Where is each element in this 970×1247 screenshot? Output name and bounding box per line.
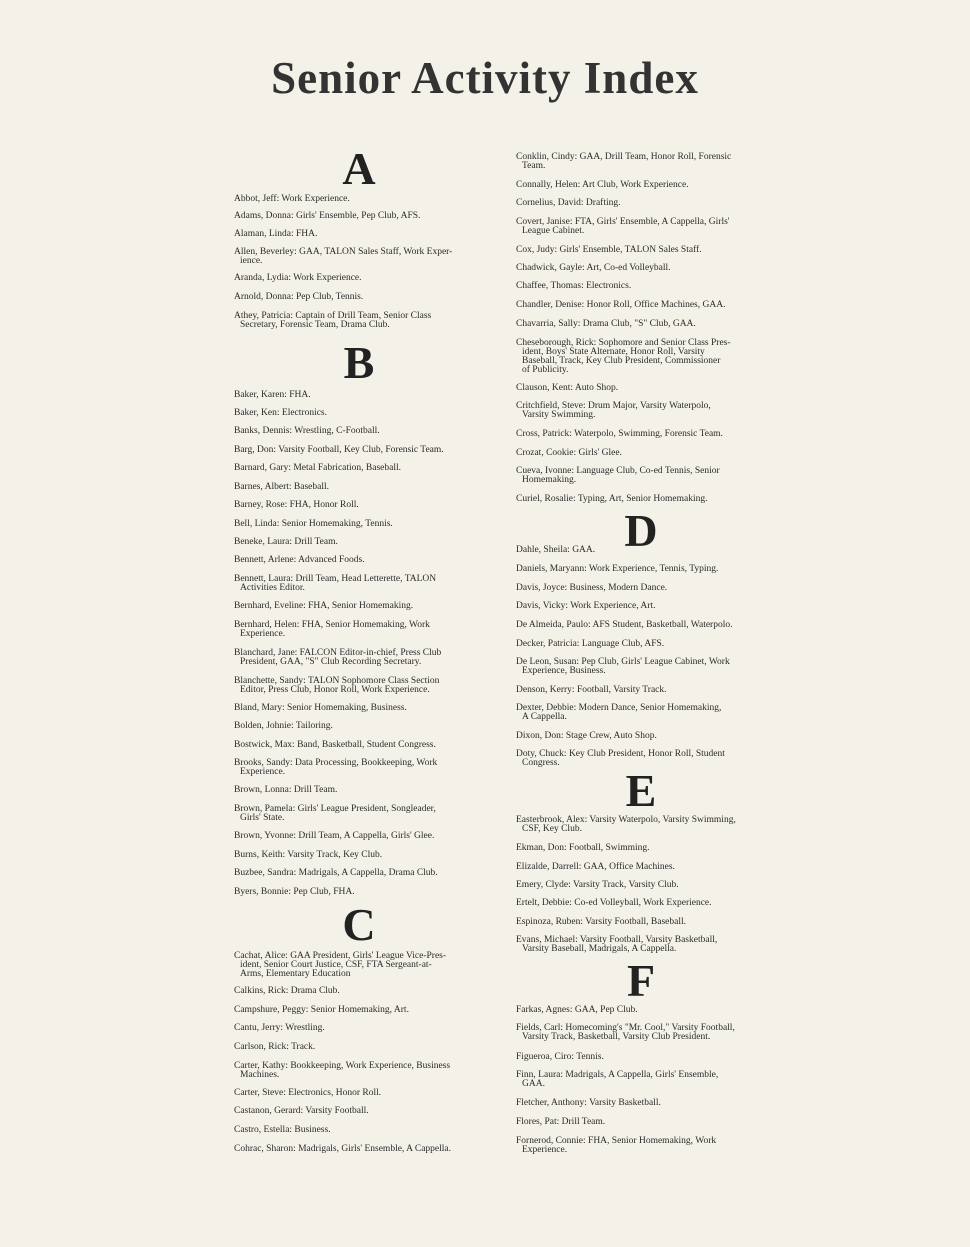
- entry-line: Barnes, Albert: Baseball.: [234, 482, 329, 492]
- index-entry: [516, 732, 766, 741]
- entry-line: Bolden, Johnie: Tailoring.: [234, 721, 333, 731]
- index-entry: [234, 483, 484, 492]
- index-entry: [516, 844, 766, 853]
- section-letter-c: C: [342, 899, 376, 950]
- entry-line: Chaffee, Thomas: Electronics.: [516, 281, 632, 291]
- index-entry: [234, 786, 484, 795]
- index-entry: [516, 686, 766, 695]
- index-entry: [234, 274, 484, 283]
- entry-line: Bennett, Laura: Drill Team, Head Letterette, TALON: [234, 574, 437, 584]
- index-entry: [234, 464, 484, 473]
- index-entry: [516, 1099, 766, 1108]
- entry-line: Barnard, Gary: Metal Fabrication, Baseball.: [234, 463, 401, 473]
- entry-line: Elizalde, Darrell: GAA, Office Machines.: [516, 862, 675, 872]
- entry-line: Decker, Patricia: Language Club, AFS.: [516, 639, 665, 649]
- index-entry: [234, 575, 484, 593]
- index-entry: [234, 293, 484, 302]
- entry-line: Bell, Linda: Senior Homemaking, Tennis.: [234, 519, 393, 529]
- entry-continuation: Arms, Elementary Education: [240, 969, 351, 979]
- entry-line: Critchfield, Steve: Drum Major, Varsity Waterpolo,: [516, 401, 711, 411]
- index-entry: [516, 584, 766, 593]
- index-entry: [234, 677, 484, 695]
- index-entry: [234, 1107, 484, 1116]
- entry-line: Byers, Bonnie: Pep Club, FHA.: [234, 887, 355, 897]
- index-entry: [234, 722, 484, 731]
- entry-line: Abbot, Jeff: Work Experience.: [234, 194, 350, 204]
- entry-line: Cross, Patrick: Waterpolo, Swimming, Forensic Team.: [516, 429, 723, 439]
- entry-line: Calkins, Rick: Drama Club.: [234, 986, 340, 996]
- entry-line: Conklin, Cindy: GAA, Drill Team, Honor Roll, Forensic: [516, 152, 732, 162]
- entry-line: Fields, Carl: Homecoming's "Mr. Cool," Varsity Football,: [516, 1023, 735, 1033]
- entry-continuation: GAA.: [522, 1079, 545, 1089]
- index-entry: [234, 602, 484, 611]
- index-entry: [234, 1126, 484, 1135]
- index-entry: [234, 987, 484, 996]
- index-entry: [516, 704, 766, 722]
- entry-line: Carter, Kathy: Bookkeeping, Work Experience, Business: [234, 1061, 451, 1071]
- index-entry: [234, 649, 484, 667]
- index-entry: [516, 918, 766, 927]
- entry-line: Burns, Keith: Varsity Track, Key Club.: [234, 850, 383, 860]
- entry-line: Chadwick, Gayle: Art, Co-ed Volleyball.: [516, 263, 671, 273]
- entry-continuation: Varsity Swimming.: [522, 410, 596, 420]
- index-entry: [234, 446, 484, 455]
- entry-line: Blanchette, Sandy: TALON Sophomore Class Section: [234, 676, 440, 686]
- entry-line: De Leon, Susan: Pep Club, Girls' League Cabinet, Work: [516, 657, 730, 667]
- entry-line: Emery, Clyde: Varsity Track, Varsity Club.: [516, 880, 679, 890]
- entry-continuation: League Cabinet.: [522, 226, 585, 236]
- entry-line: Davis, Vicky: Work Experience, Art.: [516, 601, 656, 611]
- section-letter-f: F: [626, 955, 656, 1006]
- entry-line: Connally, Helen: Art Club, Work Experience.: [516, 180, 689, 190]
- entry-line: Barney, Rose: FHA, Honor Roll.: [234, 500, 359, 510]
- section-letter-d: D: [624, 505, 658, 556]
- entry-line: Baker, Karen: FHA.: [234, 390, 311, 400]
- entry-line: Dahle, Sheila: GAA.: [516, 545, 596, 555]
- index-entry: [516, 1006, 766, 1015]
- entry-continuation: A Cappella.: [522, 712, 567, 722]
- index-entry: [234, 427, 484, 436]
- entry-line: Cueva, Ivonne: Language Club, Co-ed Tennis, Senior: [516, 466, 720, 476]
- index-entry: [516, 1137, 766, 1155]
- entry-line: Beneke, Laura: Drill Team.: [234, 537, 338, 547]
- entry-line: Banks, Dennis: Wrestling, C-Football.: [234, 426, 380, 436]
- entry-line: Covert, Janise: FTA, Girls' Ensemble, A Cappella, Girls': [516, 217, 730, 227]
- entry-continuation: Varsity Track, Basketball, Varsity Club President.: [522, 1032, 711, 1042]
- entry-continuation: Experience, Business.: [522, 666, 606, 676]
- entry-line: Ekman, Don: Football, Swimming.: [516, 843, 650, 853]
- entry-continuation: ident, Boys' State Alternate, Honor Roll, Varsity: [522, 347, 705, 357]
- index-entry: [516, 936, 766, 954]
- entry-line: Curiel, Rosalie: Typing, Art, Senior Homemaking.: [516, 494, 708, 504]
- index-entry: [516, 467, 766, 485]
- entry-continuation: President, GAA, "S" Club Recording Secretary.: [240, 657, 422, 667]
- entry-line: Baker, Ken: Electronics.: [234, 408, 328, 418]
- entry-continuation: Machines.: [240, 1070, 280, 1080]
- index-entry: [516, 881, 766, 890]
- entry-line: Cox, Judy: Girls' Ensemble, TALON Sales Staff.: [516, 245, 702, 255]
- entry-line: Ertelt, Debbie: Co-ed Volleyball, Work Experience.: [516, 898, 712, 908]
- index-entry: [234, 1089, 484, 1098]
- entry-continuation: ident, Senior Court Justice, CSF, FTA Sergeant-at-: [240, 960, 432, 970]
- entry-continuation: CSF, Key Club.: [522, 824, 582, 834]
- index-entry: [516, 1071, 766, 1089]
- entry-line: Aranda, Lydia: Work Experience.: [234, 273, 362, 283]
- entry-line: Buzbee, Sandra: Madrigals, A Cappella, Drama Club.: [234, 868, 438, 878]
- entry-line: Castanon, Gerard: Varsity Football.: [234, 1106, 369, 1116]
- entry-line: Evans, Michael: Varsity Football, Varsity Basketball,: [516, 935, 718, 945]
- entry-continuation: Varsity Baseball, Madrigals, A Cappella.: [522, 944, 677, 954]
- entry-line: Chavarria, Sally: Drama Club, "S" Club, GAA.: [516, 319, 696, 329]
- entry-continuation: Activities Editor.: [240, 583, 305, 593]
- index-entry: [516, 339, 766, 375]
- index-entry: [516, 199, 766, 208]
- section-letter-b: B: [343, 337, 375, 388]
- entry-line: Cachat, Alice: GAA President, Girls' League Vice-Pres-: [234, 951, 447, 961]
- index-entry: [516, 301, 766, 310]
- index-entry: [516, 899, 766, 908]
- entry-line: Cantu, Jerry: Wrestling.: [234, 1023, 325, 1033]
- entry-continuation: Baseball, Track, Key Club President, Commissioner: [522, 356, 721, 366]
- entry-continuation: Congress.: [522, 758, 560, 768]
- index-entry: [516, 863, 766, 872]
- index-entry: [234, 391, 484, 400]
- index-entry: [234, 1024, 484, 1033]
- entry-line: Fornerod, Connie: FHA, Senior Homemaking, Work: [516, 1136, 717, 1146]
- section-letter-a: A: [342, 143, 376, 194]
- entry-line: Castro, Estella: Business.: [234, 1125, 331, 1135]
- entry-line: Chandler, Denise: Honor Roll, Office Machines, GAA.: [516, 300, 726, 310]
- index-entry: [516, 1118, 766, 1127]
- index-entry: [516, 181, 766, 190]
- entry-line: Bernhard, Helen: FHA, Senior Homemaking, Work: [234, 620, 430, 630]
- entry-line: Denson, Kerry: Football, Varsity Track.: [516, 685, 667, 695]
- index-entry: [234, 851, 484, 860]
- entry-continuation: Experience.: [522, 1145, 568, 1155]
- entry-line: Clauson, Kent: Auto Shop.: [516, 383, 619, 393]
- index-entry: [234, 212, 484, 221]
- entry-line: Fletcher, Anthony: Varsity Basketball.: [516, 1098, 661, 1108]
- index-entry: [516, 282, 766, 291]
- index-entry: [516, 384, 766, 393]
- entry-line: Doty, Chuck: Key Club President, Honor Roll, Student: [516, 749, 725, 759]
- entry-line: Campshure, Peggy: Senior Homemaking, Art.: [234, 1005, 409, 1015]
- entry-line: Dexter, Debbie: Modern Dance, Senior Homemaking,: [516, 703, 722, 713]
- index-entry: [234, 230, 484, 239]
- entry-line: Athey, Patricia: Captain of Drill Team, Senior Class: [234, 311, 432, 321]
- index-entry: [234, 832, 484, 841]
- entry-line: Blanchard, Jane: FALCON Editor-in-chief, Press Club: [234, 648, 442, 658]
- entry-line: Alaman, Linda: FHA.: [234, 229, 318, 239]
- index-entry: [234, 1006, 484, 1015]
- index-entry: [234, 741, 484, 750]
- entry-line: Brown, Lonna: Drill Team.: [234, 785, 338, 795]
- entry-line: Flores, Pat: Drill Team.: [516, 1117, 606, 1127]
- entry-line: Carter, Steve: Electronics, Honor Roll.: [234, 1088, 382, 1098]
- entry-continuation: Secretary, Forensic Team, Drama Club.: [240, 320, 390, 330]
- index-entry: [516, 153, 766, 171]
- entry-line: Bland, Mary: Senior Homemaking, Business.: [234, 703, 407, 713]
- index-entry: [516, 402, 766, 420]
- index-entry: [234, 248, 484, 266]
- page-title: Senior Activity Index: [271, 53, 699, 103]
- index-entry: [516, 246, 766, 255]
- entry-line: Daniels, Maryann: Work Experience, Tennis, Typing.: [516, 564, 719, 574]
- index-entry: [234, 888, 484, 897]
- index-entry: [516, 640, 766, 649]
- section-letter-e: E: [625, 765, 657, 816]
- index-entry: [234, 1145, 484, 1154]
- entry-line: Easterbrook, Alex: Varsity Waterpolo, Varsity Swimming,: [516, 815, 736, 825]
- entry-line: Finn, Laura: Madrigals, A Cappella, Girls' Ensemble,: [516, 1070, 719, 1080]
- entry-continuation: Experience.: [240, 767, 286, 777]
- entry-line: Brown, Yvonne: Drill Team, A Cappella, Girls' Glee.: [234, 831, 435, 841]
- entry-line: Barg, Don: Varsity Football, Key Club, Forensic Team.: [234, 445, 444, 455]
- entry-line: Cheseborough, Rick: Sophomore and Senior Class Pres-: [516, 338, 731, 348]
- entry-continuation: Homemaking.: [522, 475, 577, 485]
- entry-line: Dixon, Don: Stage Crew, Auto Shop.: [516, 731, 657, 741]
- index-entry: [516, 816, 766, 834]
- index-entry: [516, 430, 766, 439]
- index-entry: [516, 621, 766, 630]
- index-entry: [234, 805, 484, 823]
- entry-line: Espinoza, Ruben: Varsity Football, Baseball.: [516, 917, 687, 927]
- entry-line: Cornelius, David: Drafting.: [516, 198, 621, 208]
- index-entry: [516, 658, 766, 676]
- index-entry: [516, 320, 766, 329]
- entry-line: Brooks, Sandy: Data Processing, Bookkeeping, Work: [234, 758, 438, 768]
- entry-line: Cohrac, Sharon: Madrigals, Girls' Ensemble, A Cappella.: [234, 1144, 452, 1154]
- entry-continuation: of Publicity.: [522, 365, 569, 375]
- index-entry: [516, 1024, 766, 1042]
- entry-line: Adams, Donna: Girls' Ensemble, Pep Club, AFS.: [234, 211, 421, 221]
- index-entry: [516, 495, 766, 504]
- index-entry: [234, 501, 484, 510]
- entry-line: Arnold, Donna: Pep Club, Tennis.: [234, 292, 364, 302]
- index-entry: [234, 409, 484, 418]
- entry-line: Crozat, Cookie: Girls' Glee.: [516, 448, 622, 458]
- index-entry: [516, 218, 766, 236]
- index-entry: [234, 869, 484, 878]
- index-entry: [234, 704, 484, 713]
- index-entry: [516, 264, 766, 273]
- entry-line: Farkas, Agnes: GAA, Pep Club.: [516, 1005, 638, 1015]
- index-entry: [234, 520, 484, 529]
- index-entry: [234, 312, 484, 330]
- entry-line: Allen, Beverley: GAA, TALON Sales Staff, Work Exper-: [234, 247, 453, 257]
- entry-continuation: Experience.: [240, 629, 286, 639]
- index-entry: [516, 602, 766, 611]
- index-entry: [234, 538, 484, 547]
- entry-line: De Almeida, Paulo: AFS Student, Basketball, Waterpolo.: [516, 620, 733, 630]
- index-entry: [234, 1062, 484, 1080]
- entry-continuation: ience.: [240, 256, 263, 266]
- index-entry: [516, 546, 766, 555]
- index-entry: [234, 1043, 484, 1052]
- index-entry: [234, 952, 484, 979]
- entry-line: Figueroa, Ciro: Tennis.: [516, 1052, 604, 1062]
- entry-line: Brown, Pamela: Girls' League President, Songleader,: [234, 804, 436, 814]
- index-entry: [516, 565, 766, 574]
- index-entry: [516, 1053, 766, 1062]
- entry-line: Bernhard, Eveline: FHA, Senior Homemaking.: [234, 601, 414, 611]
- index-entry: [516, 449, 766, 458]
- index-entry: [234, 621, 484, 639]
- entry-line: Carlson, Rick: Track.: [234, 1042, 316, 1052]
- entry-line: Davis, Joyce: Business, Modern Dance.: [516, 583, 668, 593]
- entry-line: Bostwick, Max: Band, Basketball, Student Congress.: [234, 740, 436, 750]
- entry-line: Bennett, Arlene: Advanced Foods.: [234, 555, 365, 565]
- entry-continuation: Team.: [522, 161, 546, 171]
- index-entry: [234, 759, 484, 777]
- entry-continuation: Editor, Press Club, Honor Roll, Work Experience.: [240, 685, 430, 695]
- index-entry: [234, 195, 484, 204]
- index-entry: [234, 556, 484, 565]
- entry-continuation: Girls' State.: [240, 813, 285, 823]
